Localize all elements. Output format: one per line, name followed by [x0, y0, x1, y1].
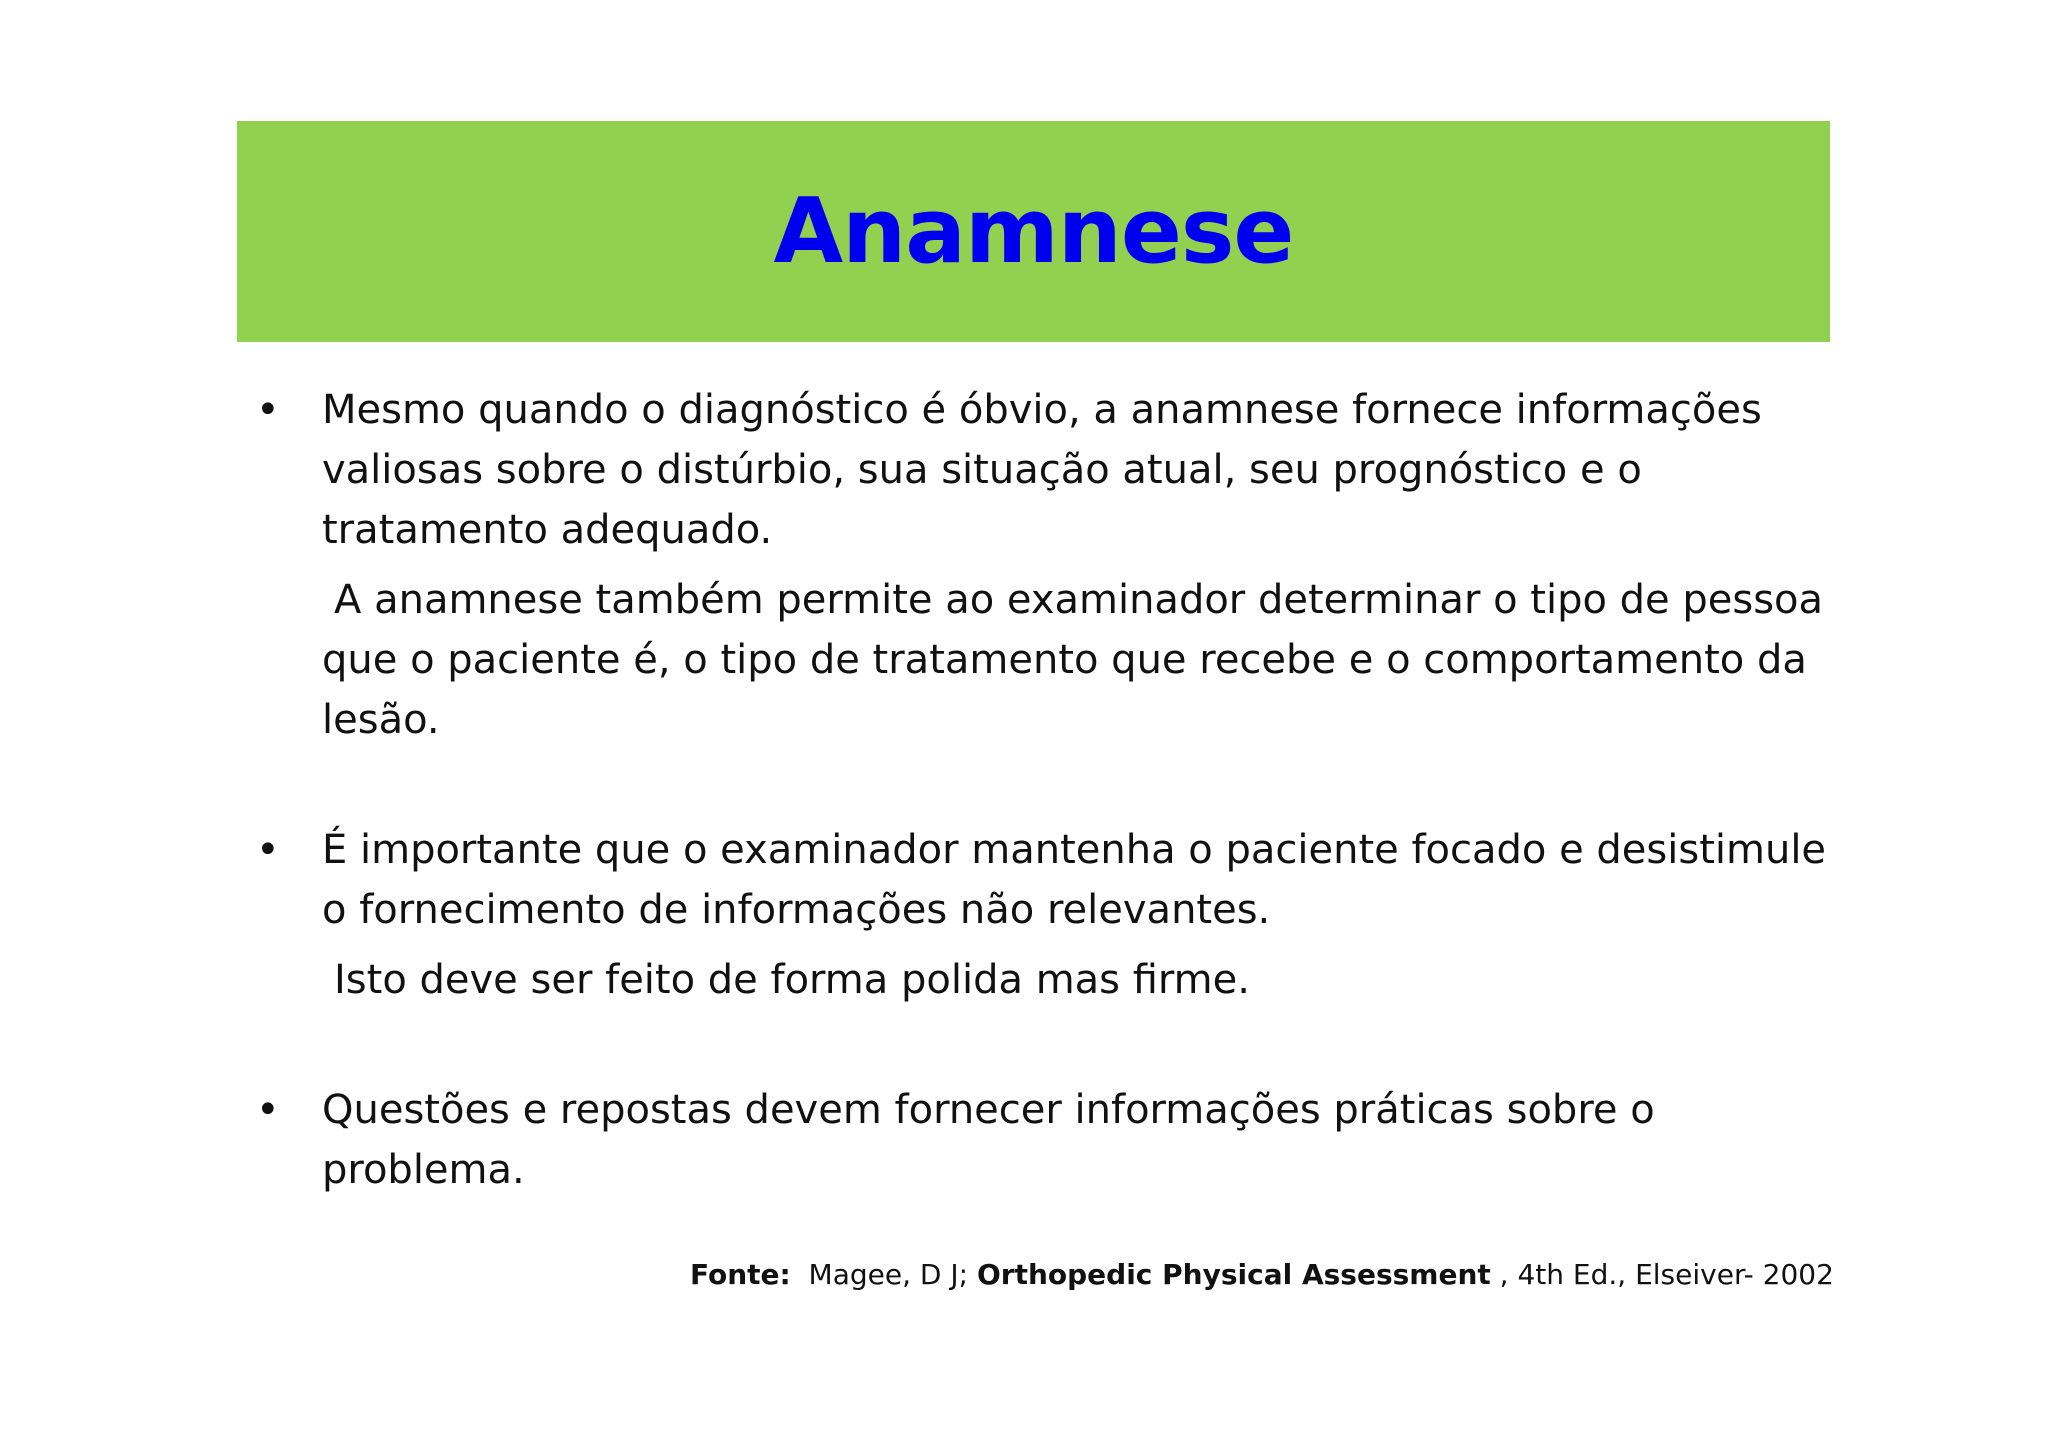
title-banner — [237, 121, 1830, 342]
bullet-marker: • — [256, 827, 280, 873]
bullet-list — [250, 380, 1830, 1200]
bullet-marker: • — [256, 1087, 280, 1133]
bullet-text: Questões e repostas devem fornecer informações práticas sobre o problema. — [322, 1087, 1655, 1193]
bullet-marker: • — [256, 387, 280, 433]
bullet-item — [250, 380, 1830, 750]
source-book-title: Orthopedic Physical Assessment — [976, 1258, 1491, 1291]
slide-title: Anamnese — [773, 178, 1294, 284]
bullet-continuation: A anamnese também permite ao examinador determinar o tipo de pessoa que o paciente é, o tipo de tratamento que recebe e o comportamento da lesão. — [322, 577, 1824, 743]
bullet-text: Mesmo quando o diagnóstico é óbvio, a anamnese fornece informações valiosas sobre o distúrbio, sua situação atual, seu prognóstico e o tratamento adequado. — [322, 387, 1762, 553]
bullet-continuation: Isto deve ser feito de forma polida mas firme. — [334, 957, 1250, 1003]
source-citation — [690, 1257, 1834, 1293]
bullet-item — [250, 1080, 1830, 1200]
bullet-text: É importante que o examinador mantenha o paciente focado e desistimule o fornecimento de informações não relevantes. — [322, 827, 1827, 933]
source-author: Magee, D J; — [808, 1258, 969, 1291]
source-label: Fonte: — [690, 1258, 791, 1291]
source-details: , 4th Ed., Elseiver- 2002 — [1499, 1258, 1834, 1291]
bullet-item — [250, 820, 1830, 1010]
